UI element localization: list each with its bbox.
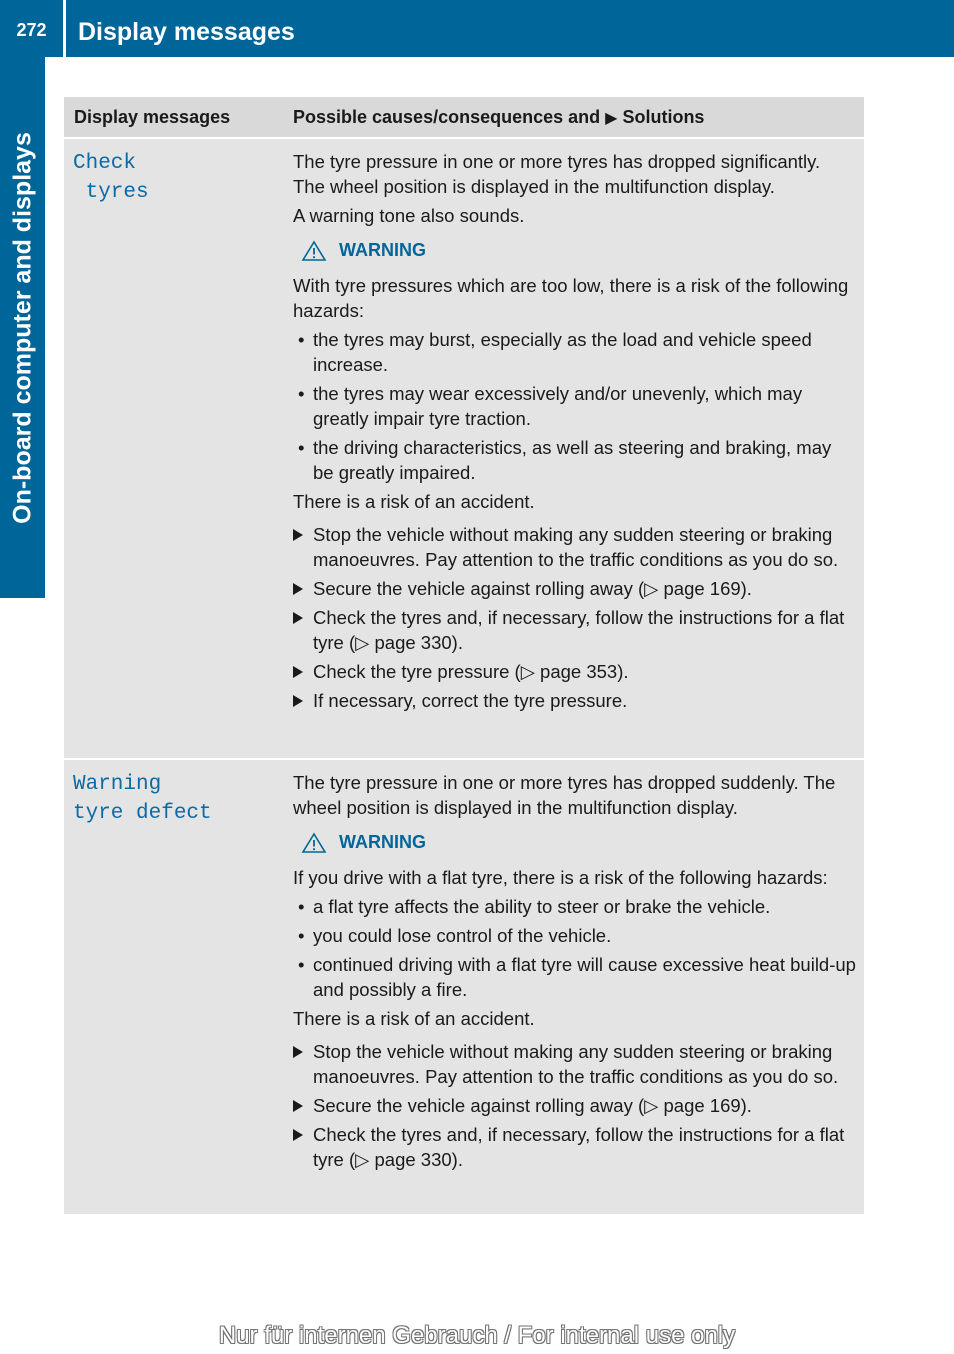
warning-text: If you drive with a flat tyre, there is a risk of the following hazards: [293, 867, 828, 888]
table-row [64, 137, 864, 758]
solution-step: Stop the vehicle without making any sudden steering or braking manoeuvres. Pay attention to the traffic conditions as you do so. [293, 1039, 856, 1089]
bullet-dot: • [298, 329, 305, 350]
chapter-side-tab [0, 57, 45, 598]
warning-label: WARNING [339, 832, 426, 852]
warning-text: With tyre pressures which are too low, there is a risk of the following hazards: [293, 275, 849, 321]
solution-step: Stop the vehicle without making any sudden steering or braking manoeuvres. Pay attention to the traffic conditions as you do so. [293, 522, 856, 572]
step-arrow-icon [293, 1046, 303, 1058]
hazard-item: • the tyres may burst, especially as the load and vehicle speed increase. [298, 329, 812, 375]
bullet-dot: • [298, 925, 305, 946]
display-messages-table [64, 97, 864, 1214]
warning-heading [301, 830, 856, 855]
warning-label: WARNING [339, 240, 426, 260]
page-title: Display messages [78, 18, 295, 46]
bullet-dot: • [298, 383, 305, 404]
solution-step: Secure the vehicle against rolling away (▷ page 169). [293, 576, 856, 601]
bullet-dot: • [298, 896, 305, 917]
page-number: 272 [16, 20, 47, 40]
step-arrow-icon [293, 612, 303, 624]
hazard-item: • continued driving with a flat tyre will cause excessive heat build-up and possibly a fire. [298, 954, 856, 1000]
step-arrow-icon [293, 583, 303, 595]
hazard-item: • you could lose control of the vehicle. [298, 925, 612, 946]
hazard-item: • the driving characteristics, as well as steering and braking, may be greatly impaired. [298, 437, 832, 483]
warning-triangle-icon [301, 240, 327, 262]
column-header-solutions-pre: Possible causes/consequences and [293, 107, 606, 127]
page-header [0, 0, 954, 57]
risk-text: There is a risk of an accident. [293, 491, 535, 512]
message-description [283, 760, 864, 1214]
step-arrow-icon [293, 1100, 303, 1112]
solution-step: If necessary, correct the tyre pressure. [293, 688, 856, 713]
intro-text: The tyre pressure in one or more tyres has dropped significantly. The wheel position is displayed in the multifunction display. [293, 151, 821, 197]
table-row [64, 758, 864, 1214]
table-header-row [64, 97, 864, 137]
column-header-messages: Display messages [74, 107, 231, 127]
display-message-code: Check tyres [64, 139, 283, 758]
step-arrow-icon [293, 529, 303, 541]
solution-arrow-icon: ▶ [605, 110, 618, 127]
hazard-item: • the tyres may wear excessively and/or unevenly, which may greatly impair tyre traction. [298, 383, 803, 429]
solution-step: Check the tyres and, if necessary, follow the instructions for a flat tyre (▷ page 330). [293, 605, 856, 655]
display-message-code: Warning tyre defect [64, 760, 283, 1214]
chapter-label: On-board computer and displays [8, 131, 36, 524]
intro-text: A warning tone also sounds. [293, 205, 525, 226]
solution-step: Check the tyres and, if necessary, follow the instructions for a flat tyre (▷ page 330). [293, 1122, 856, 1172]
bullet-dot: • [298, 954, 305, 975]
message-description [283, 139, 864, 758]
bullet-dot: • [298, 437, 305, 458]
step-arrow-icon [293, 695, 303, 707]
column-header-solutions [283, 97, 864, 137]
step-arrow-icon [293, 666, 303, 678]
column-header-solutions-post: Solutions [617, 107, 705, 127]
solution-step: Check the tyre pressure (▷ page 353). [293, 659, 856, 684]
internal-use-watermark: Nur für internen Gebrauch / For internal use only [218, 1322, 736, 1349]
warning-triangle-icon [301, 832, 327, 854]
warning-heading [301, 238, 856, 263]
solution-step: Secure the vehicle against rolling away (▷ page 169). [293, 1093, 856, 1118]
intro-text: The tyre pressure in one or more tyres has dropped suddenly. The wheel position is displayed in the multifunction display. [293, 772, 836, 818]
hazard-item: • a flat tyre affects the ability to steer or brake the vehicle. [298, 896, 771, 917]
header-divider [63, 0, 66, 57]
step-arrow-icon [293, 1129, 303, 1141]
risk-text: There is a risk of an accident. [293, 1008, 535, 1029]
